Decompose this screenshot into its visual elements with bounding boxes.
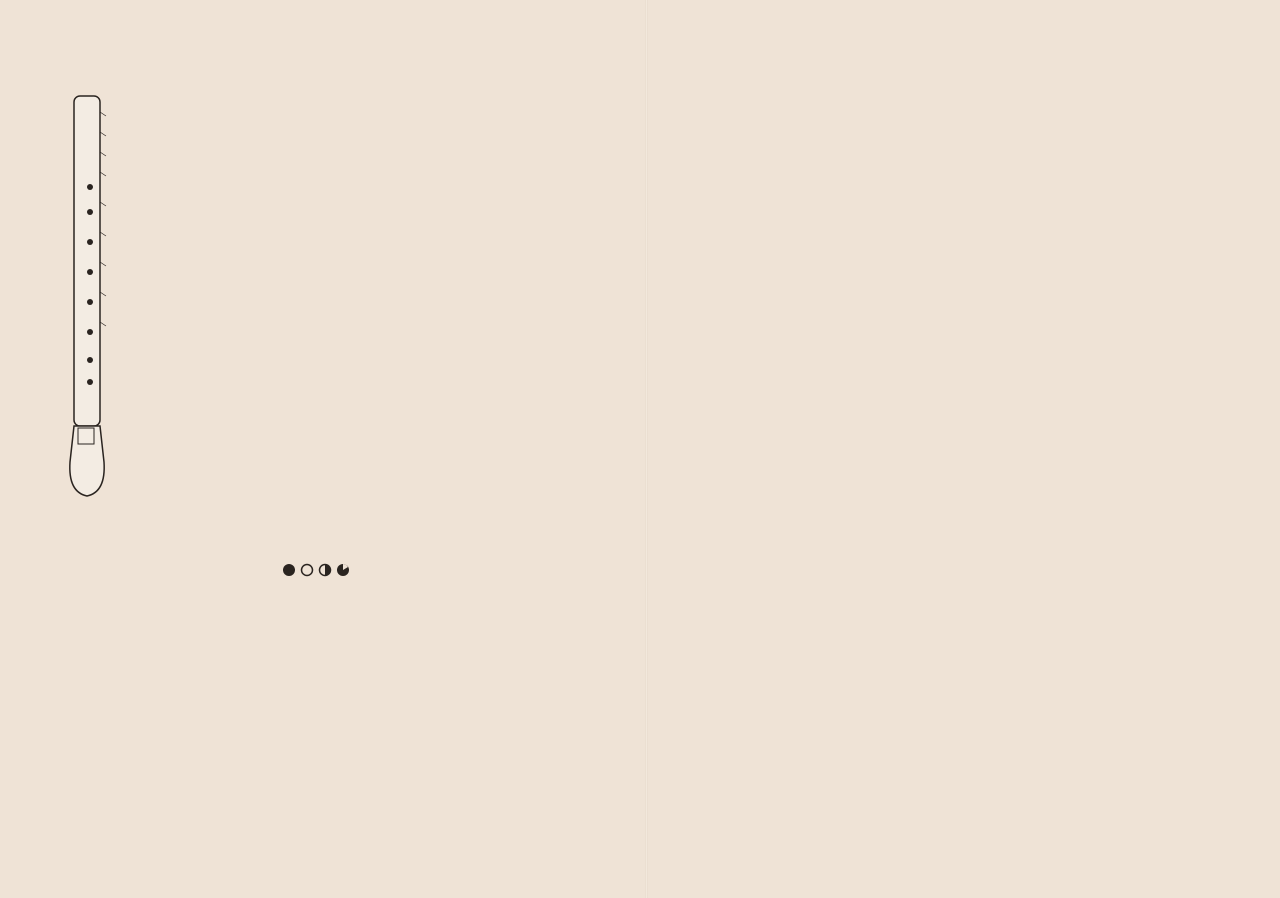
half-hole-icon: [318, 563, 332, 577]
closed-hole-icon: [282, 563, 296, 577]
care-left-column: [153, 666, 683, 684]
open-hole-icon: [300, 563, 314, 577]
crack-hole-icon: [336, 563, 350, 577]
legend-line: [282, 563, 350, 579]
care-intro-line: [153, 666, 683, 684]
